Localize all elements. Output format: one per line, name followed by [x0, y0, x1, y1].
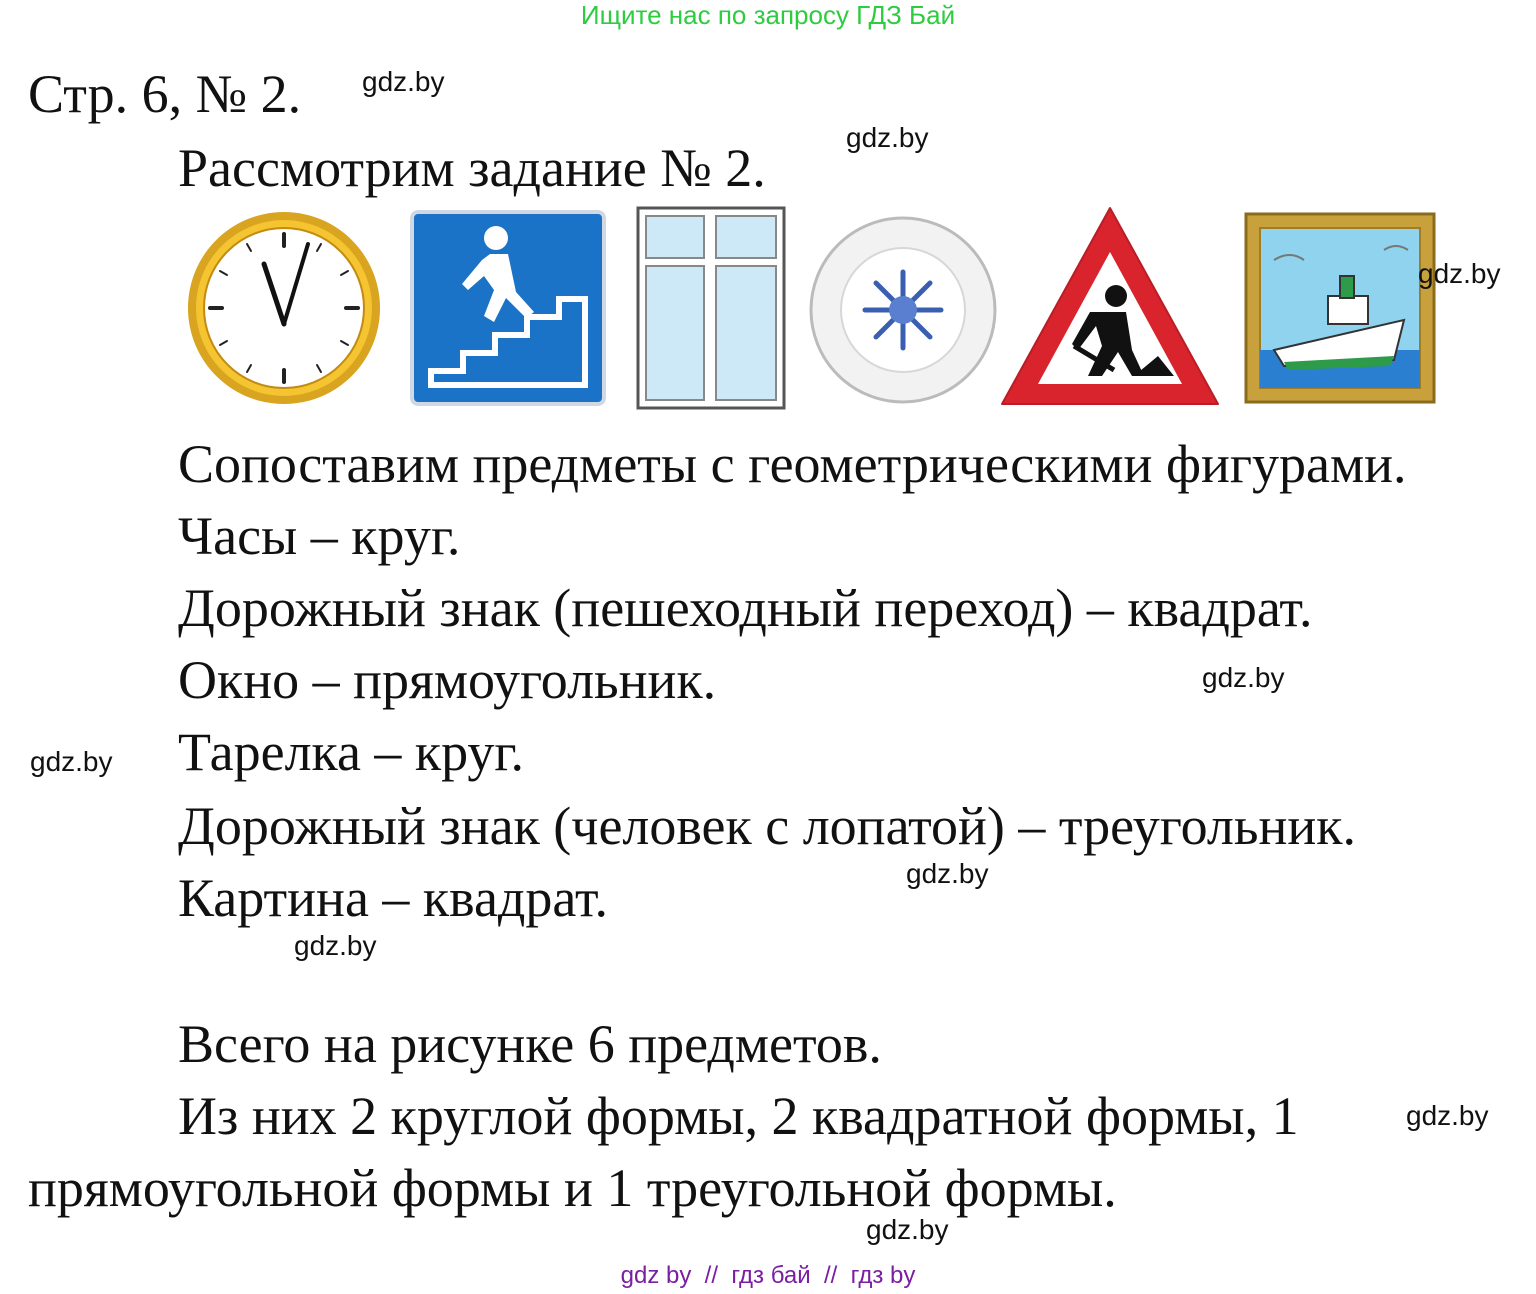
watermark: gdz.by [294, 930, 377, 961]
footer-links: gdz by // гдз бай // гдз by [620, 1262, 916, 1289]
plate-picture [808, 200, 998, 415]
page-heading: Стр. 6, № 2. [28, 64, 302, 124]
ship-painting-icon [1244, 200, 1436, 415]
summary-line: прямоугольной формы и 1 треугольной формы. [28, 1158, 1117, 1218]
watermark: gdz.by [30, 746, 113, 777]
match-line: Дорожный знак (пешеходный переход) – квадрат. [178, 578, 1313, 638]
watermark: gdz.by [1406, 1100, 1489, 1131]
watermark: gdz.by [846, 122, 929, 153]
roadwork-sign-picture [998, 200, 1222, 415]
window-icon [636, 200, 786, 415]
watermark: gdz.by [866, 1214, 949, 1245]
watermark: gdz.by [1418, 258, 1501, 289]
watermark: gdz.by [906, 858, 989, 889]
match-line: Тарелка – круг. [178, 722, 524, 782]
match-line: Окно – прямоугольник. [178, 650, 717, 710]
summary-line: Из них 2 круглой формы, 2 квадратной формы, 1 [178, 1086, 1299, 1146]
plate-icon [808, 200, 998, 415]
clock-picture [184, 200, 384, 415]
framed-painting-picture [1244, 200, 1436, 415]
roadwork-icon [998, 200, 1222, 415]
top-banner: Ищите нас по запросу ГДЗ Бай [580, 0, 956, 30]
match-line: Дорожный знак (человек с лопатой) – треугольник. [178, 796, 1356, 856]
total-line: Всего на рисунке 6 предметов. [178, 1014, 882, 1074]
pedestrian-sign-picture [410, 200, 606, 415]
watermark: gdz.by [362, 66, 445, 97]
task-intro: Рассмотрим задание № 2. [178, 138, 766, 198]
compare-intro: Сопоставим предметы с геометрическими фигурами. [178, 434, 1407, 494]
window-picture [636, 200, 786, 415]
match-line: Картина – квадрат. [178, 868, 608, 928]
match-line: Часы – круг. [178, 506, 461, 566]
pedestrian-underpass-icon [410, 200, 606, 415]
clock-icon [184, 200, 384, 415]
watermark: gdz.by [1202, 662, 1285, 693]
